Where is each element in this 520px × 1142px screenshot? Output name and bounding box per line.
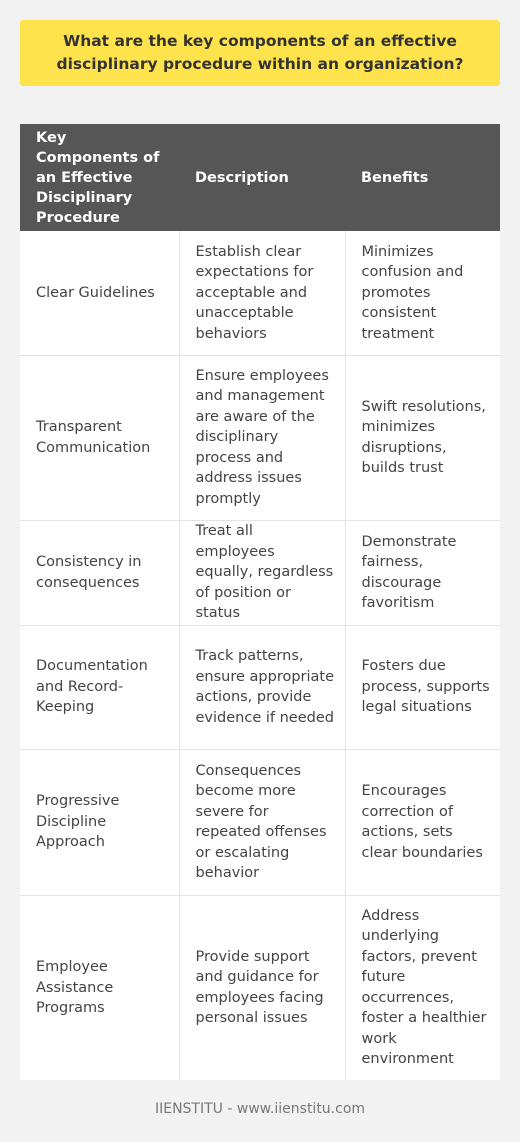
- table-header-row: [20, 124, 500, 231]
- header-description: Description: [179, 124, 345, 231]
- cell-component: Progressive Discipline Approach: [20, 749, 179, 895]
- cell-benefits: Demonstrate fairness, discourage favoritism: [345, 520, 500, 625]
- cell-benefits: Minimizes confusion and promotes consistent treatment: [345, 231, 500, 355]
- cell-description: Track patterns, ensure appropriate actions, provide evidence if needed: [179, 625, 345, 749]
- cell-component: Transparent Communication: [20, 355, 179, 520]
- footer-credit: IIENSTITU - www.iienstitu.com: [154, 1101, 366, 1117]
- components-table-container: [20, 124, 500, 1080]
- table-row: [20, 355, 500, 520]
- cell-description: Consequences become more severe for repeated offenses or escalating behavior: [179, 749, 345, 895]
- cell-description: Provide support and guidance for employees facing personal issues: [179, 895, 345, 1080]
- cell-description: Ensure employees and management are aware of the disciplinary process and address issues promptly: [179, 355, 345, 520]
- cell-benefits: Swift resolutions, minimizes disruptions, builds trust: [345, 355, 500, 520]
- cell-component: Clear Guidelines: [20, 231, 179, 355]
- table-row: [20, 895, 500, 1080]
- cell-component: Employee Assistance Programs: [20, 895, 179, 1080]
- page-title: What are the key components of an effective disciplinary procedure within an organization?: [20, 20, 500, 86]
- table-row: [20, 520, 500, 625]
- table-row: [20, 749, 500, 895]
- table-row: [20, 625, 500, 749]
- header-benefits: Benefits: [345, 124, 500, 231]
- cell-component: Documentation and Record-Keeping: [20, 625, 179, 749]
- cell-description: Establish clear expectations for acceptable and unacceptable behaviors: [179, 231, 345, 355]
- cell-benefits: Fosters due process, supports legal situations: [345, 625, 500, 749]
- cell-benefits: Encourages correction of actions, sets clear boundaries: [345, 749, 500, 895]
- cell-component: Consistency in consequences: [20, 520, 179, 625]
- components-table: [20, 124, 500, 1080]
- cell-benefits: Address underlying factors, prevent future occurrences, foster a healthier work environment: [361, 907, 487, 1068]
- table-row: [20, 231, 500, 355]
- header-components: Key Components of an Effective Disciplinary Procedure: [20, 124, 179, 231]
- cell-description: Treat all employees equally, regardless of position or status: [179, 520, 345, 625]
